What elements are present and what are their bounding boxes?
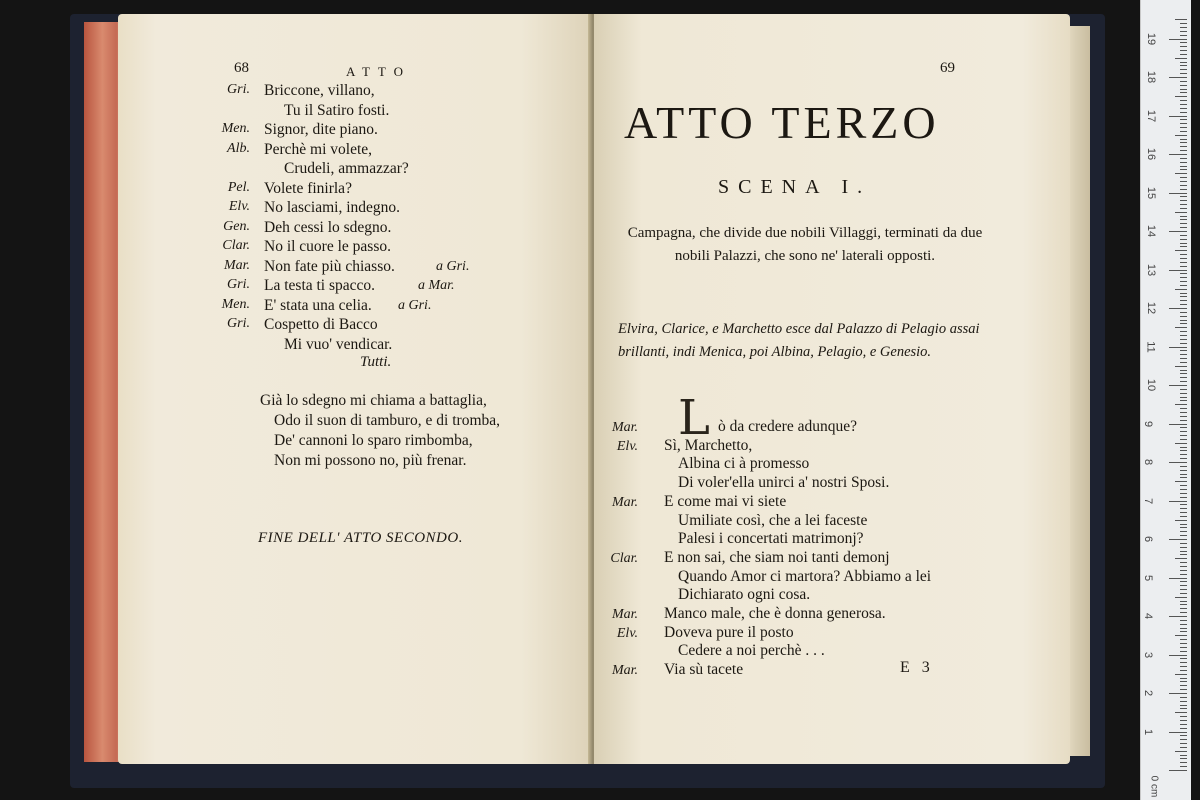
ruler-tick — [1180, 273, 1187, 274]
speaker-label: Elv. — [616, 438, 638, 454]
ruler-tick — [1180, 431, 1187, 432]
ruler-tick — [1169, 193, 1187, 194]
ruler-number: 3 — [1142, 651, 1155, 658]
dialogue-line: ò da credere adunque? — [718, 418, 857, 435]
ruler-number: 17 — [1145, 109, 1158, 122]
ruler-tick — [1180, 362, 1187, 363]
ruler-tick — [1180, 119, 1187, 120]
dialogue-line: Non fate più chiasso. — [264, 257, 395, 275]
ruler-tick — [1180, 697, 1187, 698]
ruler-tick — [1180, 65, 1187, 66]
ruler-tick — [1180, 589, 1187, 590]
ruler-tick — [1180, 266, 1187, 267]
ruler-tick — [1180, 400, 1187, 401]
ruler-tick — [1180, 485, 1187, 486]
speaker-label: Elv. — [228, 199, 250, 214]
ruler-tick — [1175, 520, 1187, 521]
ruler-tick — [1180, 701, 1187, 702]
ruler-tick — [1180, 466, 1187, 467]
scene-description: Campagna, che divide due nobili Villaggi, terminati da due nobili Palazzi, che sono ne' laterali opposti. — [627, 225, 983, 264]
dialogue-line: Crudeli, ammazzar? — [284, 160, 409, 177]
tutti-heading: Tutti. — [360, 354, 392, 370]
ruler-number: 9 — [1142, 420, 1155, 427]
ruler-tick — [1180, 439, 1187, 440]
speaker-label: Mar. — [611, 663, 638, 679]
ruler-number: 16 — [1145, 147, 1158, 161]
ruler-tick — [1175, 712, 1187, 713]
ruler-tick — [1175, 674, 1187, 675]
ruler-tick — [1180, 685, 1187, 686]
ruler-number: 5 — [1142, 574, 1155, 581]
ruler-tick — [1180, 531, 1187, 532]
ruler-tick — [1180, 389, 1187, 390]
ruler-tick — [1169, 347, 1187, 348]
speaker-label: Mar. — [611, 494, 638, 510]
ruler-tick — [1169, 231, 1187, 232]
ruler-tick — [1180, 223, 1187, 224]
ruler-tick — [1180, 647, 1187, 648]
ruler-tick — [1169, 732, 1187, 733]
ruler-tick — [1180, 639, 1187, 640]
dialogue-line: Di voler'ella unirci a' nostri Sposi. — [678, 474, 890, 492]
speaker-label: Men. — [221, 121, 250, 136]
ruler-tick — [1180, 62, 1187, 63]
ruler-tick — [1180, 46, 1187, 47]
ruler-tick — [1175, 96, 1187, 97]
ruler-tick — [1175, 19, 1187, 20]
ruler-tick — [1180, 293, 1187, 294]
ruler-tick — [1180, 323, 1187, 324]
ruler-tick — [1180, 593, 1187, 594]
ruler-tick — [1180, 512, 1187, 513]
ruler-tick — [1180, 300, 1187, 301]
dialogue-line: Briccone, villano, — [264, 82, 375, 99]
ruler-tick — [1169, 655, 1187, 656]
ruler-tick — [1180, 708, 1187, 709]
ruler-tick — [1180, 27, 1187, 28]
ruler-tick — [1169, 539, 1187, 540]
speaker-label: Gen. — [223, 218, 250, 234]
ruler-tick — [1180, 219, 1187, 220]
ruler-tick — [1180, 643, 1187, 644]
page-number-right: 69 — [940, 60, 955, 76]
ruler-tick — [1180, 393, 1187, 394]
ruler-tick — [1180, 181, 1187, 182]
ruler-tick — [1180, 50, 1187, 51]
dialogue-line: E come mai vi siete — [664, 492, 787, 510]
ruler-tick — [1180, 243, 1187, 244]
ruler-tick — [1180, 216, 1187, 217]
ruler-tick — [1175, 635, 1187, 636]
ruler-tick — [1175, 366, 1187, 367]
ruler-tick — [1175, 289, 1187, 290]
ruler-tick — [1180, 474, 1187, 475]
dialogue-line: Deh cessi lo sdegno. — [264, 218, 392, 236]
dialogue-line: Via sù tacete — [664, 661, 744, 679]
speaker-label: Mar. — [611, 420, 638, 435]
ruler-tick — [1180, 158, 1187, 159]
ruler-number: 4 — [1142, 612, 1155, 620]
ruler-tick — [1175, 558, 1187, 559]
ruler-tick — [1180, 339, 1187, 340]
ruler-tick — [1180, 304, 1187, 305]
ruler-tick — [1180, 766, 1187, 767]
dialogue-line: Perchè mi volete, — [264, 140, 373, 158]
dialogue-line: Doveva pure il posto — [664, 623, 794, 641]
ruler-tick — [1180, 354, 1187, 355]
ruler-tick — [1180, 146, 1187, 147]
ruler-tick — [1180, 200, 1187, 201]
ruler-tick — [1175, 212, 1187, 213]
ruler-tick — [1180, 131, 1187, 132]
ruler-number: 14 — [1145, 224, 1158, 238]
ruler-tick — [1180, 89, 1187, 90]
ruler-tick — [1180, 585, 1187, 586]
ruler-tick — [1180, 454, 1187, 455]
ruler-tick — [1180, 739, 1187, 740]
speaker-label: Pel. — [227, 179, 250, 195]
ruler-tick — [1180, 477, 1187, 478]
ruler-tick — [1180, 169, 1187, 170]
ruler-tick — [1180, 92, 1187, 93]
ruler-tick — [1180, 601, 1187, 602]
ruler-tick — [1180, 285, 1187, 286]
ruler-tick — [1180, 620, 1187, 621]
ruler-tick — [1180, 81, 1187, 82]
ruler-tick — [1180, 208, 1187, 209]
speaker-label: Gri. — [227, 277, 250, 292]
ruler-tick — [1180, 177, 1187, 178]
ruler-tick — [1180, 85, 1187, 86]
ruler-tick — [1180, 758, 1187, 759]
ruler-tick — [1180, 254, 1187, 255]
ruler-tick — [1180, 142, 1187, 143]
speaker-label: Alb. — [227, 140, 250, 156]
ruler-tick — [1180, 662, 1187, 663]
ruler-tick — [1180, 489, 1187, 490]
ruler-tick — [1180, 670, 1187, 671]
ruler-tick — [1180, 508, 1187, 509]
speaker-label: Clar. — [610, 550, 638, 566]
stage-direction: a Mar. — [418, 278, 455, 293]
ruler-tick — [1180, 281, 1187, 282]
ruler-tick — [1180, 123, 1187, 124]
ruler-tick — [1180, 724, 1187, 725]
ruler-tick — [1180, 705, 1187, 706]
ruler-tick — [1180, 189, 1187, 190]
ruler-tick — [1180, 658, 1187, 659]
drop-cap: L — [678, 390, 710, 446]
ruler-tick — [1180, 612, 1187, 613]
ruler-tick — [1180, 235, 1187, 236]
speaker-label: Mar. — [223, 257, 250, 273]
ruler-tick — [1180, 747, 1187, 748]
ruler-tick — [1175, 135, 1187, 136]
left-page — [118, 14, 592, 764]
tutti-line: Odo il suon di tamburo, e di tromba, — [274, 412, 501, 429]
ruler-tick — [1180, 581, 1187, 582]
dialogue-line: Quando Amor ci martora? Abbiamo a lei — [678, 567, 932, 585]
ruler-number: 2 — [1142, 689, 1155, 697]
tutti-line: De' cannoni lo sparo rimbomba, — [274, 432, 473, 449]
ruler-tick — [1180, 373, 1187, 374]
ruler-tick — [1180, 450, 1187, 451]
ruler-tick — [1180, 631, 1187, 632]
ruler-tick — [1180, 227, 1187, 228]
ruler-tick — [1180, 535, 1187, 536]
ruler-tick — [1180, 350, 1187, 351]
ruler-tick — [1180, 562, 1187, 563]
ruler-tick — [1169, 154, 1187, 155]
page-number-left: 68 — [234, 60, 249, 76]
ruler-tick — [1180, 370, 1187, 371]
ruler-tick — [1169, 770, 1187, 771]
dialogue-line: No lasciami, indegno. — [264, 199, 401, 216]
ruler-tick — [1180, 358, 1187, 359]
ruler-tick — [1180, 493, 1187, 494]
ruler-tick — [1180, 296, 1187, 297]
speaker-label: Gri. — [227, 82, 250, 97]
ruler-tick — [1180, 150, 1187, 151]
running-head: ATTO — [346, 64, 411, 79]
ruler-tick — [1180, 666, 1187, 667]
ruler-unit-label: 0 cm — [1148, 775, 1160, 798]
ruler-tick — [1180, 427, 1187, 428]
ruler-tick — [1180, 185, 1187, 186]
ruler-tick — [1180, 258, 1187, 259]
ruler-tick — [1169, 462, 1187, 463]
ruler-tick — [1180, 42, 1187, 43]
ruler-tick — [1175, 443, 1187, 444]
ruler-tick — [1180, 381, 1187, 382]
ruler-tick — [1175, 751, 1187, 752]
ruler-tick — [1175, 327, 1187, 328]
ruler-tick — [1180, 108, 1187, 109]
dialogue-line: Volete finirla? — [264, 179, 352, 197]
ruler-tick — [1169, 270, 1187, 271]
ruler-tick — [1180, 162, 1187, 163]
speaker-label: Gri. — [227, 316, 250, 331]
ruler-tick — [1180, 566, 1187, 567]
ruler-tick — [1169, 616, 1187, 617]
ruler-tick — [1175, 597, 1187, 598]
ruler-tick — [1180, 343, 1187, 344]
ruler-tick — [1175, 404, 1187, 405]
ruler-tick — [1180, 397, 1187, 398]
ruler-number: 7 — [1142, 497, 1155, 504]
ruler-tick — [1180, 762, 1187, 763]
ruler-tick — [1180, 127, 1187, 128]
act-title: ATTO TERZO — [624, 97, 940, 148]
ruler-number: 18 — [1145, 70, 1158, 84]
ruler-tick — [1180, 551, 1187, 552]
ruler-tick — [1169, 501, 1187, 502]
dialogue-line: Cedere a noi perchè . . . — [678, 642, 825, 660]
scene-title: SCENA I. — [718, 176, 872, 198]
dialogue-line: Umiliate così, che a lei faceste — [678, 511, 868, 529]
ruler-tick — [1180, 104, 1187, 105]
tutti-line: Già lo sdegno mi chiama a battaglia, — [260, 392, 487, 409]
dialogue-line: Tu il Satiro fosti. — [284, 101, 390, 119]
ruler-tick — [1169, 39, 1187, 40]
end-of-act: FINE DELL' ATTO SECONDO. — [258, 530, 463, 546]
ruler-tick — [1180, 112, 1187, 113]
ruler-tick — [1180, 331, 1187, 332]
ruler-tick — [1180, 720, 1187, 721]
dialogue-line: Albina ci à promesso — [678, 455, 810, 473]
ruler-tick — [1180, 262, 1187, 263]
ruler-tick — [1180, 335, 1187, 336]
ruler-tick — [1180, 735, 1187, 736]
ruler-tick — [1180, 196, 1187, 197]
dialogue-line: Signor, dite piano. — [264, 121, 378, 138]
ruler-tick — [1180, 497, 1187, 498]
ruler-tick — [1169, 385, 1187, 386]
ruler-tick — [1180, 516, 1187, 517]
ruler-number: 12 — [1145, 301, 1158, 315]
ruler-number: 15 — [1145, 186, 1158, 199]
ruler-tick — [1175, 173, 1187, 174]
stage-direction: a Gri. — [436, 258, 470, 274]
ruler-tick — [1180, 54, 1187, 55]
ruler-tick — [1180, 543, 1187, 544]
dialogue-line: E' stata una celia. — [264, 296, 372, 314]
speaker-label: Clar. — [222, 238, 250, 253]
ruler-tick — [1180, 608, 1187, 609]
ruler-tick — [1180, 239, 1187, 240]
ruler-tick — [1169, 116, 1187, 117]
ruler-tick — [1180, 246, 1187, 247]
dialogue-line: No il cuore le passo. — [264, 238, 391, 255]
ruler-tick — [1180, 435, 1187, 436]
right-page — [594, 14, 1070, 764]
ruler-tick — [1180, 312, 1187, 313]
ruler-tick — [1180, 23, 1187, 24]
stage-direction: a Gri. — [398, 297, 432, 313]
ruler-tick — [1175, 58, 1187, 59]
ruler-tick — [1180, 678, 1187, 679]
speaker-label: Men. — [221, 296, 250, 312]
ruler-tick — [1180, 624, 1187, 625]
ruler-tick — [1180, 743, 1187, 744]
speaker-label: Mar. — [611, 607, 638, 622]
ruler-tick — [1180, 574, 1187, 575]
ruler-tick — [1180, 320, 1187, 321]
ruler-number: 13 — [1145, 263, 1158, 276]
dialogue-line: Cospetto di Bacco — [264, 316, 378, 333]
ruler-tick — [1180, 458, 1187, 459]
signature-mark: E 3 — [900, 659, 934, 676]
ruler-tick — [1180, 628, 1187, 629]
ruler-tick — [1180, 728, 1187, 729]
ruler-tick — [1180, 651, 1187, 652]
ruler-tick — [1180, 416, 1187, 417]
ruler-tick — [1180, 689, 1187, 690]
tutti-line: Non mi possono no, più frenar. — [274, 452, 467, 469]
ruler-number: 11 — [1144, 340, 1157, 353]
ruler-tick — [1180, 377, 1187, 378]
ruler-number: 10 — [1145, 378, 1158, 392]
ruler-tick — [1169, 77, 1187, 78]
ruler-tick — [1180, 73, 1187, 74]
ruler-tick — [1180, 166, 1187, 167]
dialogue-line: Manco male, che è donna generosa. — [664, 605, 886, 622]
ruler-tick — [1180, 547, 1187, 548]
characters-direction: Elvira, Clarice, e Marchetto esce dal Palazzo di Pelagio assai brillanti, indi Menica, poi Albina, Pelagio, e Genesio. — [618, 321, 980, 360]
ruler-tick — [1175, 250, 1187, 251]
ruler-number: 1 — [1142, 728, 1155, 735]
dialogue-line: Mi vuo' vendicar. — [284, 335, 393, 353]
ruler-tick — [1180, 716, 1187, 717]
ruler-number: 8 — [1142, 458, 1155, 466]
speaker-label: Elv. — [616, 625, 638, 641]
ruler-tick — [1180, 470, 1187, 471]
dialogue-line: Sì, Marchetto, — [664, 436, 753, 454]
ruler-tick — [1180, 504, 1187, 505]
dialogue-line: E non sai, che siam noi tanti demonj — [664, 548, 890, 566]
ruler-tick — [1180, 604, 1187, 605]
ruler-tick — [1180, 681, 1187, 682]
ruler-tick — [1180, 204, 1187, 205]
ruler-tick — [1180, 35, 1187, 36]
ruler-tick — [1180, 408, 1187, 409]
ruler-tick — [1169, 308, 1187, 309]
ruler-tick — [1180, 100, 1187, 101]
ruler-tick — [1180, 69, 1187, 70]
measuring-ruler — [1140, 0, 1191, 800]
ruler-tick — [1180, 447, 1187, 448]
ruler-tick — [1180, 277, 1187, 278]
dialogue-line: La testa ti spacco. — [264, 277, 376, 294]
ruler-tick — [1169, 693, 1187, 694]
ruler-tick — [1180, 420, 1187, 421]
ruler-tick — [1180, 527, 1187, 528]
ruler-number: 19 — [1145, 32, 1158, 45]
ruler-tick — [1169, 424, 1187, 425]
ruler-tick — [1180, 316, 1187, 317]
ruler-tick — [1180, 524, 1187, 525]
ruler-number: 6 — [1142, 535, 1155, 543]
ruler-tick — [1180, 412, 1187, 413]
dialogue-line: Palesi i concertati matrimonj? — [678, 530, 864, 548]
ruler-tick — [1175, 481, 1187, 482]
ruler-tick — [1169, 578, 1187, 579]
dialogue-line: Dichiarato ogni cosa. — [678, 586, 811, 604]
ruler-tick — [1180, 570, 1187, 571]
ruler-tick — [1180, 31, 1187, 32]
ruler-tick — [1180, 139, 1187, 140]
ruler-tick — [1180, 755, 1187, 756]
ruler-tick — [1180, 554, 1187, 555]
